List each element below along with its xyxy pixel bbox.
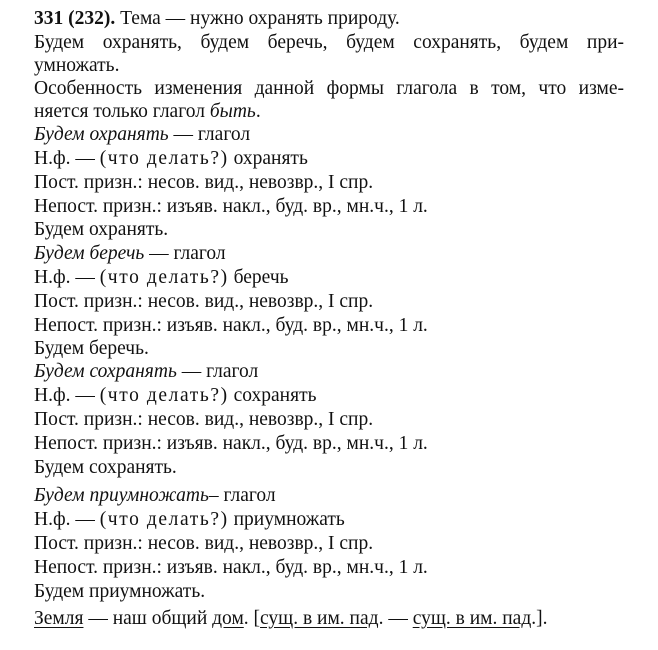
block-title-suffix: — глагол	[168, 124, 251, 145]
intro-line-4	[34, 100, 261, 124]
block-title-italic: Будем охранять	[34, 124, 169, 145]
block-3-title	[34, 360, 258, 384]
block-4-title	[34, 484, 276, 508]
scheme-close: .].	[531, 608, 548, 629]
nf-verb: сохранять	[228, 385, 317, 406]
block-1-post: Пост. призн.: несов. вид., невозвр., I спр.	[34, 172, 374, 193]
block-2-nepost: Непост. призн.: изъяв. накл., буд. вр., мн.ч., 1 л.	[34, 315, 428, 336]
scheme-predicate: сущ. в им. пад	[412, 608, 532, 629]
scheme-subject: сущ. в им. пад	[260, 608, 379, 629]
block-4-nepost: Непост. призн.: изъяв. накл., буд. вр., мн.ч., 1 л.	[34, 557, 428, 578]
nf-question: (что делать?)	[99, 385, 229, 406]
block-3-nf	[34, 384, 317, 408]
nf-question: (что делать?)	[99, 509, 229, 530]
exercise-topic: Тема — нужно охранять природу.	[115, 8, 400, 29]
final-sentence	[34, 607, 548, 631]
intro-line-4-end: .	[255, 101, 261, 122]
block-title-suffix: — глагол	[176, 361, 259, 382]
exercise-header	[34, 7, 400, 31]
intro-line-4-text: няется только глагол	[34, 101, 210, 122]
intro-line-2: умножать.	[34, 55, 120, 76]
block-1-phrase: Будем охранять.	[34, 219, 169, 240]
block-2-title	[34, 242, 226, 266]
block-title-italic: Будем беречь	[34, 243, 145, 264]
block-2-post: Пост. призн.: несов. вид., невозвр., I спр.	[34, 291, 374, 312]
nf-label: Н.ф. —	[34, 267, 100, 288]
block-4-nf	[34, 508, 345, 532]
object-word: дом	[212, 608, 244, 629]
final-dash: — наш общий	[83, 608, 213, 629]
block-3-phrase: Будем сохранять.	[34, 457, 177, 478]
nf-label: Н.ф. —	[34, 148, 100, 169]
nf-question: (что делать?)	[99, 267, 229, 288]
nf-verb: беречь	[228, 267, 289, 288]
block-title-italic: Будем сохранять	[34, 361, 177, 382]
block-title-suffix: – глагол	[208, 485, 276, 506]
intro-line-4-italic: быть	[209, 101, 256, 122]
block-4-post: Пост. призн.: несов. вид., невозвр., I спр.	[34, 533, 374, 554]
block-1-title	[34, 123, 250, 147]
nf-verb: приумножать	[228, 509, 345, 530]
block-title-suffix: — глагол	[144, 243, 226, 264]
final-mid: . [	[243, 608, 261, 629]
block-1-nf	[34, 147, 308, 171]
nf-verb: охранять	[228, 148, 308, 169]
block-2-phrase: Будем беречь.	[34, 338, 149, 359]
scheme-dash: —	[383, 608, 413, 629]
block-1-nepost: Непост. призн.: изъяв. накл., буд. вр., мн.ч., 1 л.	[34, 196, 428, 217]
subject-word: Земля	[34, 608, 84, 629]
block-3-nepost: Непост. призн.: изъяв. накл., буд. вр., мн.ч., 1 л.	[34, 433, 428, 454]
block-4-phrase: Будем приумножать.	[34, 581, 206, 602]
nf-label: Н.ф. —	[34, 509, 100, 530]
intro-line-3: Особенность изменения данной формы глагола в том, что изме-	[34, 78, 624, 99]
block-3-post: Пост. призн.: несов. вид., невозвр., I спр.	[34, 409, 374, 430]
block-2-nf	[34, 266, 289, 290]
intro-line-1: Будем охранять, будем беречь, будем сохранять, будем при-	[34, 32, 624, 53]
block-title-italic: Будем приумножать	[34, 485, 209, 506]
exercise-number: 331 (232).	[34, 8, 116, 29]
nf-question: (что делать?)	[99, 148, 229, 169]
scheme-dot: .	[378, 608, 384, 629]
nf-label: Н.ф. —	[34, 385, 100, 406]
